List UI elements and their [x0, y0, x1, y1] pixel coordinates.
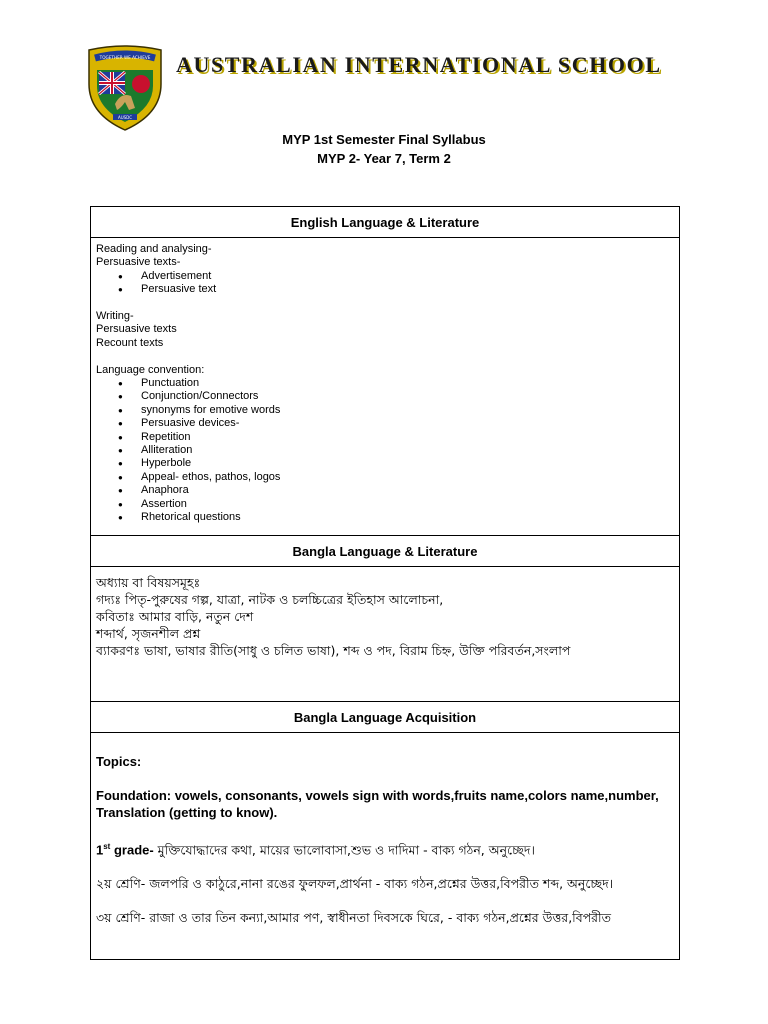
- bangla-lit-line: শব্দার্থ, সৃজনশীল প্রশ্ন: [96, 626, 201, 641]
- school-crest-logo: [85, 44, 165, 132]
- svg-text:TOGETHER WE ACHIEVE: TOGETHER WE ACHIEVE: [99, 55, 151, 60]
- bangla-lit-section-heading: Bangla Language & Literature: [91, 536, 680, 567]
- list-item: ● Alliteration: [141, 444, 674, 457]
- syllabus-table: [90, 206, 680, 960]
- english-section-heading: English Language & Literature: [91, 207, 680, 238]
- document-title: MYP 1st Semester Final Syllabus: [282, 132, 486, 147]
- school-name: AUSTRALIAN INTERNATIONAL SCHOOL: [176, 52, 662, 77]
- grade1-topic: [96, 838, 674, 858]
- bangla-acq-section-body: [91, 733, 680, 960]
- list-item: ● Hyperbole: [141, 457, 674, 470]
- writing-item: Persuasive texts: [96, 323, 177, 336]
- grade2-topic: ২য় শ্রেণি- জলপরি ও কাঠুরে,নানা রঙের ফুলফল,প্রার্থনা - বাক্য গঠন,প্রশ্নের উত্তর,বিপরীত শব্দ, অনুচ্ছেদ।: [96, 876, 614, 892]
- english-section-body: [91, 238, 680, 536]
- bangla-lit-line: ব্যাকরণঃ ভাষা, ভাষার রীতি(সাধু ও চলিত ভাষা), শব্দ ও পদ, বিরাম চিহ্ন, উক্তি পরিবর্তন,সংলাপ: [96, 643, 571, 658]
- list-item: ● Conjunction/Connectors: [141, 390, 674, 403]
- bangla-lit-line: কবিতাঃ আমার বাড়ি, নতুন দেশ: [96, 609, 254, 624]
- bangla-lit-line: অধ্যায় বা বিষয়সমূহঃ: [96, 575, 201, 590]
- persuasive-heading: Persuasive texts-: [96, 256, 181, 269]
- reading-heading: Reading and analysing-: [96, 243, 212, 255]
- bangla-lit-line: গদ্যঃ পিতৃ-পুরুষের গল্প, যাত্রা, নাটক ও চলচ্চিত্রের ইতিহাস আলোচনা,: [96, 592, 444, 607]
- list-item: ● Punctuation: [141, 377, 674, 390]
- list-item: ● Anaphora: [141, 484, 674, 497]
- topics-label: Topics:: [96, 754, 142, 769]
- convention-heading: Language convention:: [96, 363, 205, 376]
- reading-list: [96, 270, 674, 297]
- grade1-number: 1: [96, 842, 104, 858]
- bangla-lit-section-body: [91, 567, 680, 702]
- grade1-suffix: st: [103, 842, 111, 851]
- document-subtitle: MYP 2- Year 7, Term 2: [317, 151, 451, 166]
- svg-text:AUSDC: AUSDC: [117, 115, 133, 120]
- list-item: ● Repetition: [141, 431, 674, 444]
- grade1-text: মুক্তিযোদ্ধাদের কথা, মায়ের ভালোবাসা,শুভ ও দাদিমা - বাক্য গঠন, অনুচ্ছেদ।: [153, 842, 535, 858]
- list-item: ● Assertion: [141, 498, 674, 511]
- writing-heading: Writing-: [96, 310, 134, 323]
- list-item: ● Appeal- ethos, pathos, logos: [141, 471, 674, 484]
- grade1-label: grade-: [110, 842, 154, 858]
- convention-list: [96, 377, 674, 524]
- foundation-topic: Foundation: vowels, consonants, vowels sign with words,fruits name,colors name,number, Translation (getting to know).: [96, 788, 659, 820]
- list-item: ● Persuasive devices-: [141, 417, 674, 430]
- list-item: ● synonyms for emotive words: [141, 404, 674, 417]
- bangla-acq-section-heading: Bangla Language Acquisition: [91, 702, 680, 733]
- list-item: ● Rhetorical questions: [141, 511, 674, 524]
- list-item: ● Persuasive text: [141, 283, 674, 296]
- list-item: ● Advertisement: [141, 270, 674, 283]
- writing-item: Recount texts: [96, 336, 164, 349]
- grade3-topic: ৩য় শ্রেণি- রাজা ও তার তিন কন্যা,আমার পণ, স্বাধীনতা দিবসকে ঘিরে, - বাক্য গঠন,প্রশ্নের উত্তর,বিপরীত: [96, 910, 612, 926]
